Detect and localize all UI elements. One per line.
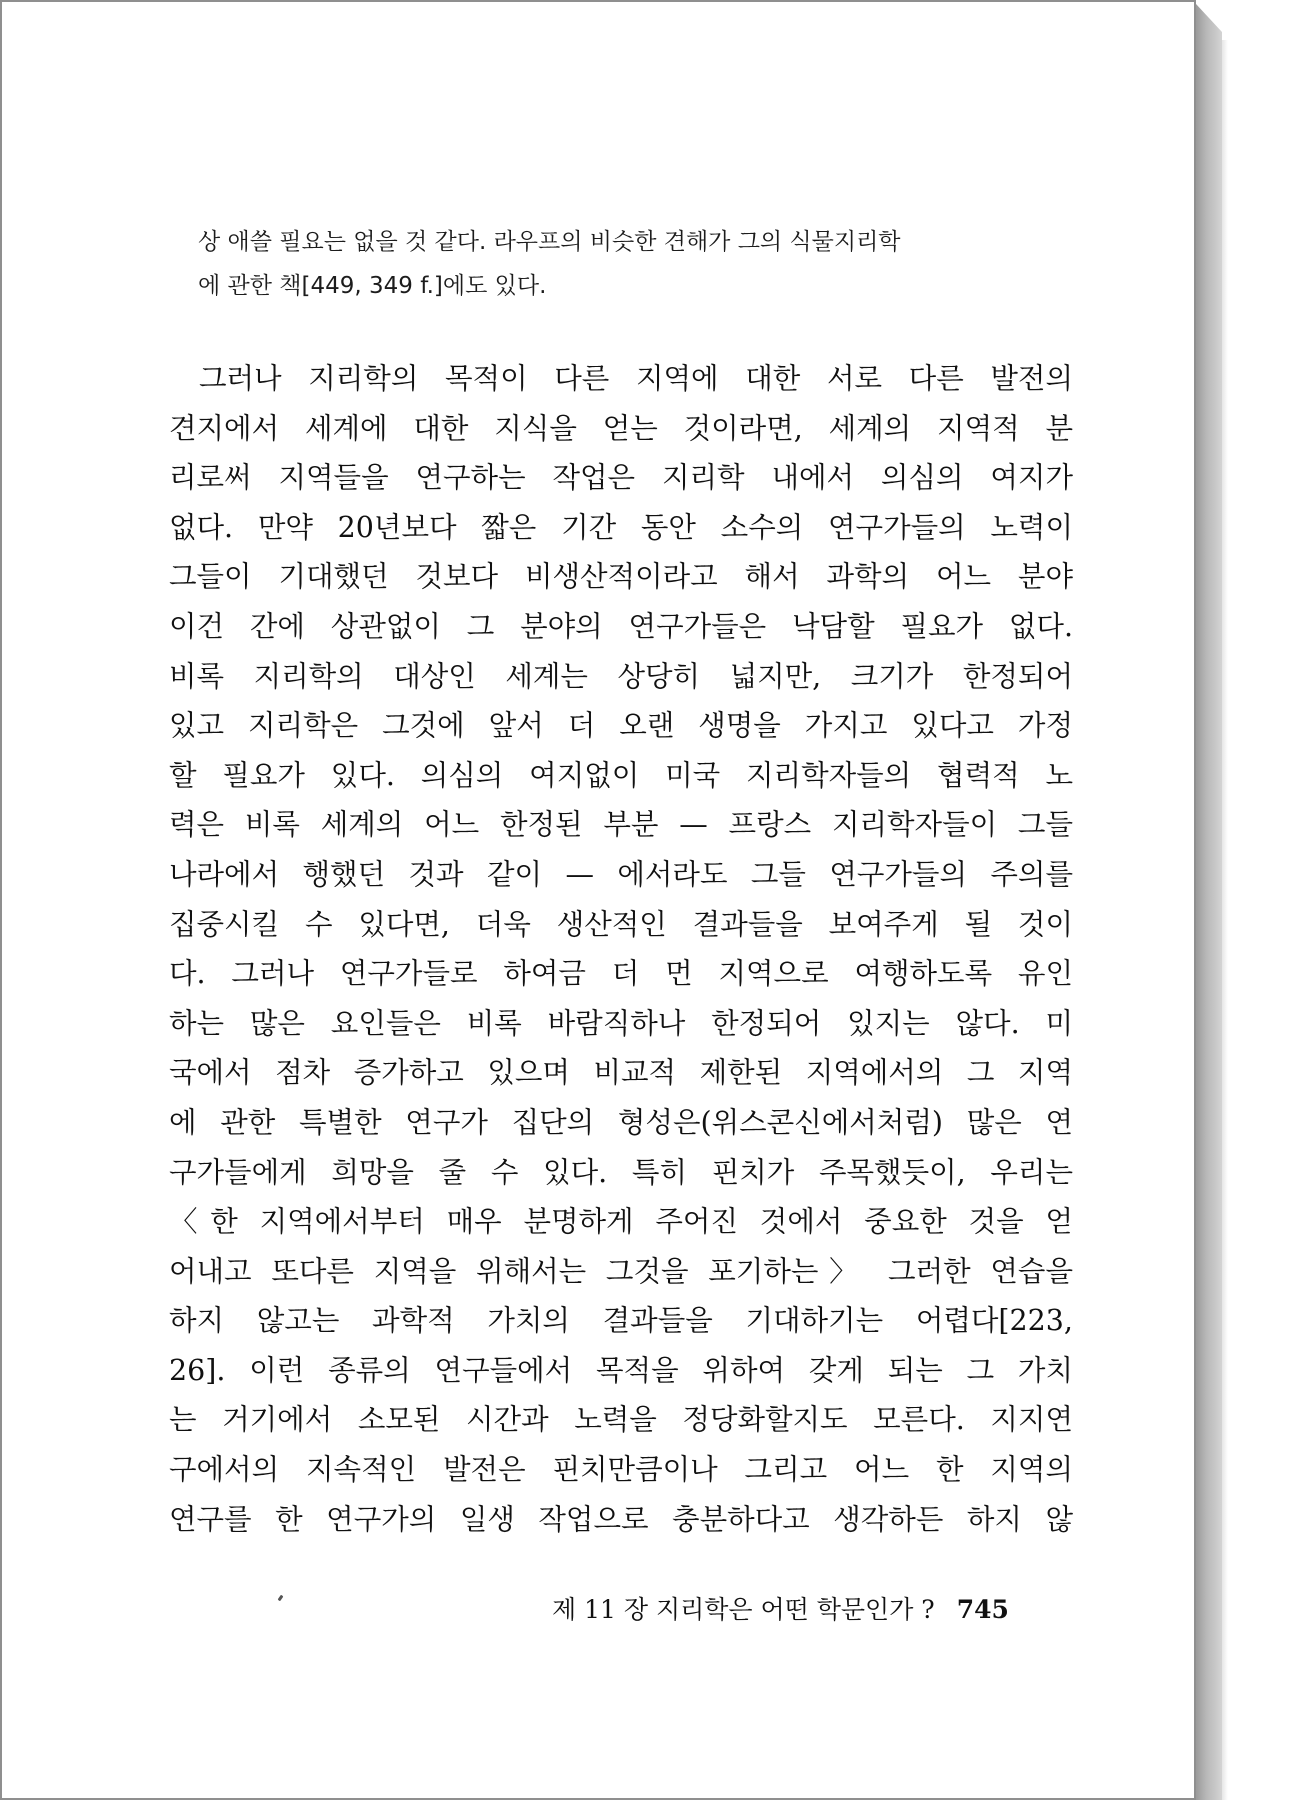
page-number: 745 <box>956 1595 1009 1624</box>
body-line: 어내고 또다른 지역을 위해서는 그것을 포기하는〉 그러한 연습을 <box>169 1254 1073 1288</box>
body-line: 하는 많은 요인들은 비록 바람직하나 한정되어 있지는 않다. 미 <box>169 1006 1073 1040</box>
footnote <box>198 220 1088 308</box>
body-line: 연구를 한 연구가의 일생 작업으로 충분하다고 생각하든 하지 않 <box>169 1502 1073 1536</box>
page-edge-shadow <box>1222 40 1228 1800</box>
footnote-line: 에 관한 책[449, 349 f.]에도 있다. <box>198 273 547 299</box>
body-line: 견지에서 세계에 대한 지식을 얻는 것이라면, 세계의 지역적 분 <box>169 411 1073 445</box>
body-line: 다. 그러나 연구가들로 하여금 더 먼 지역으로 여행하도록 유인 <box>169 957 1073 991</box>
body-line: 비록 지리학의 대상인 세계는 상당히 넓지만, 크기가 한정되어 <box>169 659 1073 693</box>
body-line: 〈한 지역에서부터 매우 분명하게 주어진 것에서 중요한 것을 얻 <box>169 1205 1073 1239</box>
body-line: 이건 간에 상관없이 그 분야의 연구가들은 낙담할 필요가 없다. <box>169 609 1073 643</box>
body-line: 구가들에게 희망을 줄 수 있다. 특히 핀치가 주목했듯이, 우리는 <box>169 1155 1073 1189</box>
footnote-line: 상 애쓸 필요는 없을 것 같다. 라우프의 비슷한 견해가 그의 식물지리학 <box>198 229 901 255</box>
body-line: 는 거기에서 소모된 시간과 노력을 정당화할지도 모른다. 지지연 <box>169 1403 1073 1437</box>
body-line: 할 필요가 있다. 의심의 여지없이 미국 지리학자들의 협력적 노 <box>169 758 1073 792</box>
body-line: 26]. 이런 종류의 연구들에서 목적을 위하여 갖게 되는 그 가치 <box>169 1353 1073 1387</box>
body-line: 력은 비록 세계의 어느 한정된 부분 — 프랑스 지리학자들이 그들 <box>169 808 1073 842</box>
body-line: 있고 지리학은 그것에 앞서 더 오랜 생명을 가지고 있다고 가정 <box>169 709 1073 743</box>
body-line: 구에서의 지속적인 발전은 핀치만큼이나 그리고 어느 한 지역의 <box>169 1453 1073 1487</box>
body-paragraph <box>169 354 1073 1544</box>
chapter-title: 제 11 장 지리학은 어떤 학문인가 ? <box>552 1595 935 1624</box>
body-line: 나라에서 행했던 것과 같이 — 에서라도 그들 연구가들의 주의를 <box>169 857 1073 891</box>
page-edge-shading <box>1196 4 1222 1800</box>
body-line: 그러나 지리학의 목적이 다른 지역에 대한 서로 다른 발전의 <box>199 362 1073 395</box>
body-line: 리로써 지역들을 연구하는 작업은 지리학 내에서 의심의 여지가 <box>169 461 1073 495</box>
body-line: 없다. 만약 20년보다 짧은 기간 동안 소수의 연구가들의 노력이 <box>169 510 1073 544</box>
body-line: 하지 않고는 과학적 가치의 결과들을 기대하기는 어렵다[223, <box>169 1304 1073 1338</box>
body-line: 그들이 기대했던 것보다 비생산적이라고 해서 과학의 어느 분야 <box>169 560 1073 594</box>
running-footer <box>552 1590 1092 1630</box>
body-line: 에 관한 특별한 연구가 집단의 형성은(위스콘신에서처럼) 많은 연 <box>169 1105 1073 1139</box>
body-line: 국에서 점차 증가하고 있으며 비교적 제한된 지역에서의 그 지역 <box>169 1056 1073 1090</box>
scan-speck <box>278 1595 284 1602</box>
body-line: 집중시킬 수 있다면, 더욱 생산적인 결과들을 보여주게 될 것이 <box>169 907 1073 941</box>
